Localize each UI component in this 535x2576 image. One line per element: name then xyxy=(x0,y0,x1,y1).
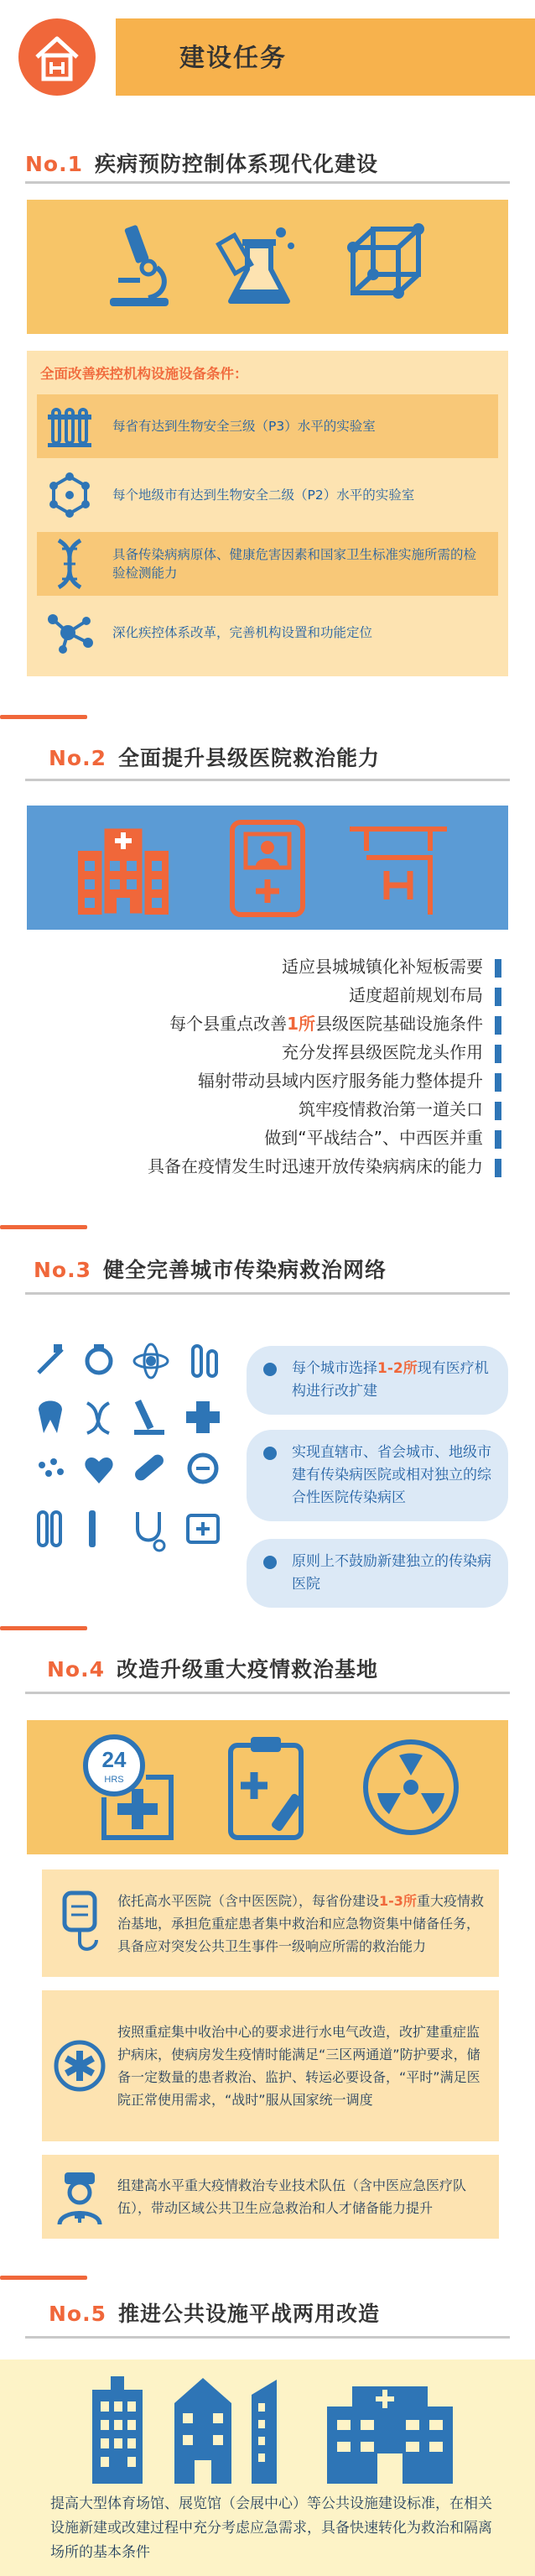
clipboard-medical-icon xyxy=(223,1730,315,1844)
dna-icon xyxy=(37,532,102,596)
text-line: 适度超前规划布局 xyxy=(349,981,501,1009)
svg-text:24: 24 xyxy=(101,1747,127,1772)
text-line: 每个县重点改善1所县级医院基础设施条件 xyxy=(169,1009,501,1038)
info-bubble: 实现直辖市、省会城市、地级市建有传染病医院或相对独立的综合性医院传染病区 xyxy=(247,1430,508,1521)
radiation-icon xyxy=(361,1730,461,1844)
divider xyxy=(25,779,510,781)
list-item: 按照重症集中收治中心的要求进行水电气改造，改扩建重症监护病床，使病房发生疫情时能满足“三区两通道”防护要求，储备一定数量的患者救治、监护、转运必要设备，“平时”满足医院正常使用需求，“战时”服从国家统一调度 xyxy=(42,1990,499,2141)
page-title: 建设任务 xyxy=(179,44,287,73)
hospital-sign-icon xyxy=(344,814,453,921)
text-line: 做到“平战结合”、中西医并重 xyxy=(264,1124,501,1152)
microscope-icon xyxy=(92,216,184,317)
hospital-logo-icon xyxy=(18,18,96,96)
iv-drip-icon xyxy=(42,1890,117,1957)
info-bubble: 每个城市选择1-2所现有医疗机构进行改扩建 xyxy=(247,1346,508,1415)
divider xyxy=(25,181,510,184)
accent-line xyxy=(0,1225,87,1229)
doctor-icon xyxy=(42,2167,117,2226)
list-item: 依托高水平医院（含中医医院），每省份建设1-3所重大疫情救治基地，承担危重症患者集中救治和应急物资集中储备任务，具备应对突发公共卫生事件一级响应所需的救治能力 xyxy=(42,1869,499,1977)
accent-line xyxy=(0,2276,87,2280)
accent-line xyxy=(0,1626,87,1630)
section-1-subtitle: 全面改善疾控机构设施设备条件： xyxy=(40,366,248,382)
section-2-title: No.2 全面提升县级医院救治能力 xyxy=(49,746,381,770)
hospital-building-icon xyxy=(69,814,178,921)
header-banner xyxy=(116,18,535,96)
24-hours-icon xyxy=(79,1730,179,1844)
divider xyxy=(25,1692,510,1694)
medical-star-icon xyxy=(42,2039,117,2093)
list-item: 每个地级市有达到生物安全二级（P2）水平的实验室 xyxy=(37,463,498,527)
text-line: 辐射带动县域内医疗服务能力整体提升 xyxy=(198,1066,501,1095)
divider xyxy=(25,2336,510,2339)
medical-icons-grid xyxy=(29,1339,230,1574)
section-4-title: No.4 改造升级重大疫情救治基地 xyxy=(47,1657,379,1682)
medical-record-icon xyxy=(221,814,314,921)
molecule-icon xyxy=(37,601,102,665)
info-bubble: 原则上不鼓励新建独立的传染病医院 xyxy=(247,1539,508,1608)
virus-icon xyxy=(37,463,102,527)
section-5-text: 提高大型体育场馆、展览馆（会展中心）等公共设施建设标准，在相关设施新建或改建过程中充分考虑应急需求，具备快速转化为救治和隔离场所的基本条件 xyxy=(50,2495,492,2561)
text-line: 具备在疫情发生时迅速开放传染病病床的能力 xyxy=(148,1152,501,1181)
city-buildings-icon xyxy=(75,2370,470,2484)
text-line: 适应县城城镇化补短板需要 xyxy=(282,952,501,981)
section-3-title: No.3 健全完善城市传染病救治网络 xyxy=(34,1258,387,1282)
list-item: 深化疾控体系改革，完善机构设置和功能定位 xyxy=(37,601,498,665)
list-item: 具备传染病病原体、健康危害因素和国家卫生标准实施所需的检验检测能力 xyxy=(37,532,498,596)
lab-flask-icon xyxy=(210,216,310,317)
accent-line xyxy=(0,715,87,719)
test-tubes-icon xyxy=(37,394,102,458)
text-line: 筑牢疫情救治第一道关口 xyxy=(299,1095,501,1124)
section-5-title: No.5 推进公共设施平战两用改造 xyxy=(49,2302,381,2326)
list-item: 组建高水平重大疫情救治专业技术队伍（含中医应急医疗队伍），带动区域公共卫生应急救治和人才储备能力提升 xyxy=(42,2155,499,2239)
section-1-title: No.1 疾病预防控制体系现代化建设 xyxy=(25,152,379,176)
divider xyxy=(25,1292,510,1295)
svg-text:HRS: HRS xyxy=(104,1775,124,1785)
molecule-cube-icon xyxy=(335,216,436,317)
text-line: 充分发挥县级医院龙头作用 xyxy=(282,1038,501,1066)
list-item: 每省有达到生物安全三级（P3）水平的实验室 xyxy=(37,394,498,458)
